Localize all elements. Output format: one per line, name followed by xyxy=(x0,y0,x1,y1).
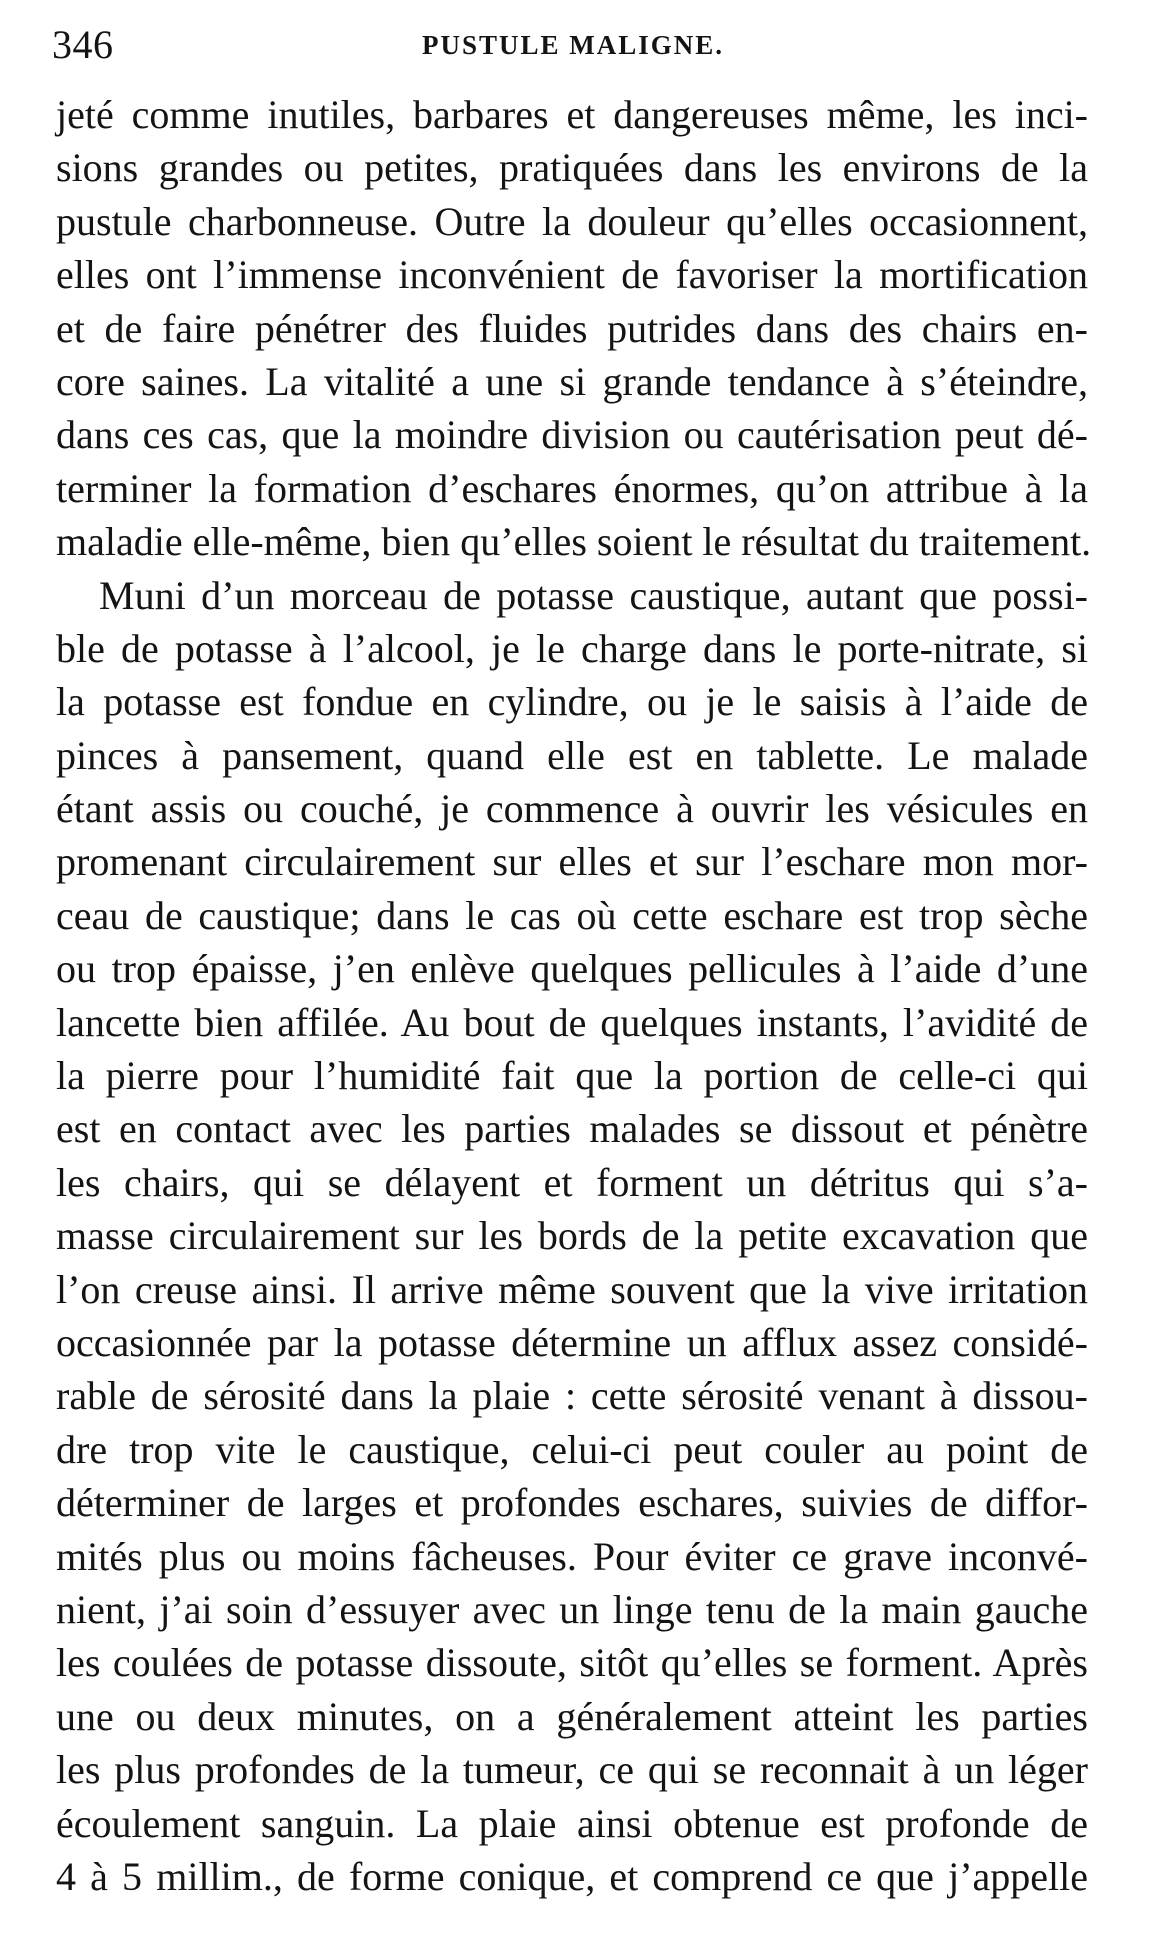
text-line: ble de potasse à l’alcool, je le charge dans le porte-nitrate, si xyxy=(56,625,1088,671)
text-line: ou trop épaisse, j’en enlève quelques pellicules à l’aide d’une xyxy=(56,946,1088,992)
text-line: étant assis ou couché, je commence à ouvrir les vésicules en xyxy=(56,786,1088,832)
body-text xyxy=(56,88,1092,1903)
text-line: pinces à pansement, quand elle est en tablette. Le malade xyxy=(56,732,1088,778)
text-line: les chairs, qui se délayent et forment un détritus qui s’a- xyxy=(56,1159,1088,1205)
text-line: 4 à 5 millim., de forme conique, et comprend ce que j’appelle xyxy=(56,1853,1088,1899)
paragraph-start-line: Muni d’un morceau de potasse caustique, autant que possi- xyxy=(99,572,1088,618)
text-line: masse circulairement sur les bords de la petite excavation que xyxy=(56,1213,1088,1259)
text-line: pustule charbonneuse. Outre la douleur qu’elles occasionnent, xyxy=(56,198,1088,244)
text-line: l’on creuse ainsi. Il arrive même souvent que la vive irritation xyxy=(56,1266,1088,1312)
text-line: est en contact avec les parties malades se dissout et pénètre xyxy=(56,1106,1088,1152)
text-line: les plus profondes de la tumeur, ce qui se reconnait à un léger xyxy=(56,1747,1088,1793)
text-line: et de faire pénétrer des fluides putrides dans des chairs en- xyxy=(56,305,1088,351)
text-line: la pierre pour l’humidité fait que la portion de celle-ci qui xyxy=(56,1053,1088,1099)
text-line: ceau de caustique; dans le cas où cette eschare est trop sèche xyxy=(56,892,1088,938)
text-line: promenant circulairement sur elles et sur l’eschare mon mor- xyxy=(56,839,1088,885)
text-line: la potasse est fondue en cylindre, ou je le saisis à l’aide de xyxy=(56,679,1088,725)
text-line: dre trop vite le caustique, celui-ci peut couler au point de xyxy=(56,1426,1088,1472)
text-line: lancette bien affilée. Au bout de quelques instants, l’avidité de xyxy=(56,999,1088,1045)
text-line: déterminer de larges et profondes eschares, suivies de diffor- xyxy=(56,1480,1088,1526)
text-line: occasionnée par la potasse détermine un afflux assez considé- xyxy=(56,1319,1088,1365)
text-line: une ou deux minutes, on a généralement atteint les parties xyxy=(56,1693,1088,1739)
text-line: sions grandes ou petites, pratiquées dans les environs de la xyxy=(56,145,1088,191)
text-line: jeté comme inutiles, barbares et dangereuses même, les inci- xyxy=(56,92,1088,137)
page-header xyxy=(52,18,1092,72)
text-line: rable de sérosité dans la plaie : cette sérosité venant à dissou- xyxy=(56,1373,1088,1419)
paragraph-end-line: maladie elle-même, bien qu’elles soient le résultat du traitement. xyxy=(56,519,1092,565)
text-line: elles ont l’immense inconvénient de favoriser la mortification xyxy=(56,252,1088,298)
text-line: nient, j’ai soin d’essuyer avec un linge tenu de la main gauche xyxy=(56,1586,1088,1632)
text-line: dans ces cas, que la moindre division ou cautérisation peut dé- xyxy=(56,412,1088,458)
text-line: les coulées de potasse dissoute, sitôt qu’elles se forment. Après xyxy=(56,1640,1088,1686)
running-head: PUSTULE MALIGNE. xyxy=(422,30,725,60)
text-line: écoulement sanguin. La plaie ainsi obtenue est profonde de xyxy=(56,1800,1088,1846)
text-line: terminer la formation d’eschares énormes, qu’on attribue à la xyxy=(56,465,1088,511)
page-number: 346 xyxy=(52,22,114,67)
text-line: core saines. La vitalité a une si grande tendance à s’éteindre, xyxy=(56,358,1088,404)
text-line: mités plus ou moins fâcheuses. Pour éviter ce grave inconvé- xyxy=(56,1533,1088,1579)
